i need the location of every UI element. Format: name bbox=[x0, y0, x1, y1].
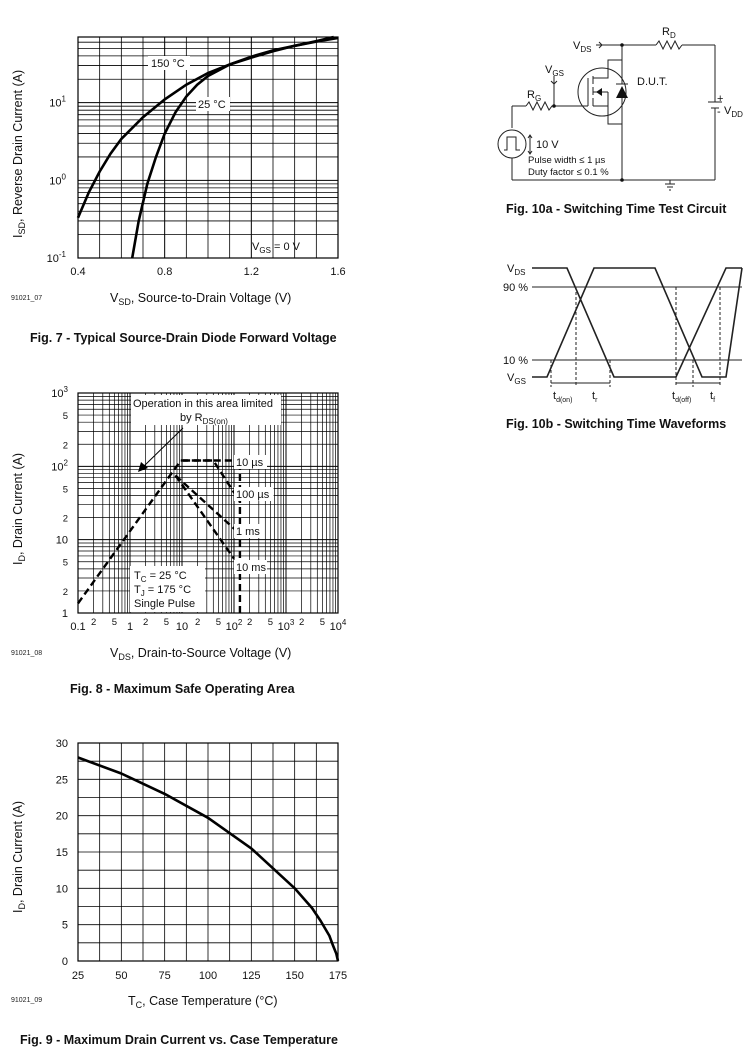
fig7-xtick-label: 1.6 bbox=[330, 266, 346, 278]
fig10a-label-vgs: $V_{GS}$ bbox=[545, 64, 564, 78]
fig7-ytick-label: $10^0$ bbox=[49, 172, 66, 188]
fig9-xtick-label: 175 bbox=[328, 970, 348, 982]
fig10a-figure bbox=[490, 20, 752, 220]
fig8-xtick-label: 5 bbox=[267, 617, 273, 628]
fig8-figure bbox=[0, 380, 370, 700]
fig7-series-25c bbox=[132, 38, 338, 258]
fig8-annotation-line1: Operation in this area limited bbox=[133, 398, 274, 410]
fig8-series-10ms bbox=[176, 476, 235, 559]
fig9-xtick-label: 50 bbox=[115, 970, 128, 982]
fig10a-label-pulse-width: Pulse width ≤ 1 µs bbox=[528, 155, 606, 166]
fig7-ytick-label: $10^{-1}$ bbox=[46, 250, 66, 265]
fig7-xtick-label: 0.8 bbox=[157, 266, 173, 278]
fig8-caption: Fig. 8 - Maximum Safe Operating Area bbox=[70, 682, 295, 696]
fig10b-label-td-on: $t_{d(on)}$ bbox=[553, 390, 573, 404]
fig8-frame bbox=[78, 393, 338, 613]
fig10a-node-source bbox=[620, 178, 624, 182]
fig8-xtick-label: 2 bbox=[299, 617, 305, 628]
fig7-xtick-label: 1.2 bbox=[243, 266, 259, 278]
fig8-xtick-label: 2 bbox=[195, 617, 201, 628]
fig8-ytick-label: $10^2$ bbox=[51, 458, 68, 474]
fig8-xtick-label: 1 bbox=[126, 621, 134, 633]
fig8-xtick-label: $10^2$ bbox=[225, 618, 243, 633]
fig10a-rg-resistor bbox=[526, 102, 562, 110]
fig10b-label-vgs: $V_{GS}$ bbox=[507, 372, 526, 386]
fig8-chart bbox=[0, 380, 370, 670]
fig9-ytick-label: 25 bbox=[55, 774, 68, 787]
fig8-xtick-label: 2 bbox=[247, 617, 253, 628]
fig7-condition: $V_{GS} = 0$ V bbox=[252, 241, 300, 255]
fig7-label-150: 150 °C bbox=[151, 58, 185, 70]
fig8-label-10s: 10 µs bbox=[236, 457, 264, 469]
fig10a-label-vdd-plus: + bbox=[717, 93, 724, 105]
fig8-xtick-label: 5 bbox=[111, 617, 117, 628]
fig8-cond-tc: $T_C = 25$ °C bbox=[134, 570, 187, 584]
fig8-annotation-line2: by $R_{DS(on)}$ bbox=[180, 412, 228, 426]
fig8-cond-single: Single Pulse bbox=[134, 598, 196, 610]
fig9-xtick-label: 125 bbox=[242, 970, 261, 982]
fig8-xlabel: $V_{DS}$, Drain-to-Source Voltage (V) bbox=[110, 646, 292, 662]
fig10a-label-rd: $R_D$ bbox=[662, 26, 676, 40]
fig9-xtick-label: 75 bbox=[158, 970, 171, 982]
fig9-ylabel: $I_D$, Drain Current (A) bbox=[11, 800, 27, 913]
fig7-grid bbox=[78, 37, 338, 258]
fig9-number: 91021_09 bbox=[11, 997, 43, 1004]
fig10b-label-tr: $t_r$ bbox=[592, 390, 598, 404]
fig9-figure bbox=[0, 725, 370, 1061]
fig9-ytick-label: 15 bbox=[55, 847, 68, 859]
fig10b-label-tf: $t_f$ bbox=[710, 390, 716, 404]
fig8-ytick-label: 2 bbox=[62, 513, 68, 525]
fig10b-label-vds: $V_{DS}$ bbox=[507, 263, 526, 277]
fig8-xtick-label: 0.1 bbox=[70, 621, 86, 633]
fig9-xtick-label: 25 bbox=[71, 970, 85, 982]
fig7-ytick-label: $10^1$ bbox=[49, 94, 66, 110]
fig10a-label-dut: D.U.T. bbox=[637, 76, 668, 88]
fig10a-body-arrow bbox=[596, 88, 602, 96]
fig10b-figure bbox=[490, 255, 752, 435]
fig10a-circuit bbox=[490, 20, 752, 195]
fig9-ytick-label: 5 bbox=[61, 919, 68, 932]
fig9-xlabel: $T_C$, Case Temperature (°C) bbox=[128, 994, 278, 1010]
fig10a-label-vds: $V_{DS}$ bbox=[573, 40, 592, 54]
fig7-figure bbox=[0, 0, 370, 345]
fig7-label-25: 25 °C bbox=[198, 99, 226, 111]
fig7-xtick-label: 0.4 bbox=[70, 266, 86, 278]
fig10a-amplitude-marker bbox=[528, 135, 532, 154]
fig7-series-150c bbox=[78, 37, 334, 218]
fig10a-caption: Fig. 10a - Switching Time Test Circuit bbox=[506, 202, 727, 216]
fig10b-vds-wave bbox=[532, 268, 742, 377]
fig8-xtick-label: 5 bbox=[215, 617, 221, 628]
fig9-ytick-label: 30 bbox=[55, 738, 68, 750]
fig10b-label-90: 90 % bbox=[503, 282, 529, 294]
fig8-label-10ms: 10 ms bbox=[236, 562, 266, 574]
fig8-xtick-label: 5 bbox=[319, 617, 325, 628]
fig8-ytick-label: $10^3$ bbox=[51, 385, 68, 400]
fig8-label-1ms: 1 ms bbox=[236, 526, 260, 538]
fig9-chart bbox=[0, 725, 370, 1025]
fig8-ylabel-text: $I_D$, Drain Current (A) bbox=[11, 452, 27, 565]
fig8-ytick-label: 10 bbox=[55, 534, 68, 547]
fig7-ylabel: $I_{SD}$, Reverse Drain Current (A) bbox=[11, 69, 27, 238]
fig9-xtick-label: 100 bbox=[198, 970, 218, 982]
fig10b-vgs-wave bbox=[532, 268, 742, 377]
fig8-ytick-label: 5 bbox=[62, 411, 68, 423]
fig10a-label-vdd-minus: - bbox=[717, 106, 721, 118]
fig7-xlabel: $V_{SD}$, Source-to-Drain Voltage (V) bbox=[110, 291, 292, 307]
fig8-number: 91021_08 bbox=[11, 650, 43, 657]
fig10a-pulse-symbol bbox=[504, 137, 520, 150]
fig9-ytick-label: 10 bbox=[55, 883, 68, 896]
fig9-caption: Fig. 9 - Maximum Drain Current vs. Case Temperature bbox=[20, 1033, 338, 1047]
fig10b-label-10: 10 % bbox=[503, 355, 529, 367]
fig7-caption: Fig. 7 - Typical Source-Drain Diode Forward Voltage bbox=[30, 331, 337, 345]
fig8-ytick-label: 1 bbox=[61, 608, 68, 620]
fig8-xtick-label: 2 bbox=[143, 617, 149, 628]
fig7-chart bbox=[0, 0, 370, 320]
fig10a-label-rg: $R_G$ bbox=[527, 89, 542, 103]
fig10a-pulse-source bbox=[498, 130, 526, 158]
fig10b-label-td-off: $t_{d(off)}$ bbox=[672, 390, 692, 404]
fig8-xtick-label: 5 bbox=[163, 617, 169, 628]
fig10b-waveforms bbox=[490, 255, 752, 405]
fig8-xtick-label: 10 bbox=[175, 621, 189, 633]
fig8-ytick-label: 2 bbox=[62, 586, 68, 598]
fig10a-rd-resistor bbox=[656, 41, 682, 49]
fig8-cond-tj: $T_J = 175$ °C bbox=[134, 584, 192, 598]
fig10a-label-duty: Duty factor ≤ 0.1 % bbox=[528, 167, 609, 178]
fig9-grid bbox=[78, 743, 338, 961]
fig10b-caption: Fig. 10b - Switching Time Waveforms bbox=[506, 417, 727, 431]
fig9-ytick-label: 0 bbox=[61, 956, 68, 968]
fig9-ytick-label: 20 bbox=[55, 810, 68, 823]
fig10a-label-vdd: $V_{DD}$ bbox=[724, 105, 743, 119]
fig8-xtick-label: $10^4$ bbox=[329, 618, 347, 633]
fig7-number: 91021_07 bbox=[11, 295, 43, 302]
fig8-ytick-label: 2 bbox=[62, 440, 68, 452]
fig8-ytick-label: 5 bbox=[62, 557, 68, 569]
fig10a-drain-lead bbox=[593, 60, 622, 78]
fig10a-vds-terminal bbox=[596, 42, 602, 48]
fig10a-node-drain bbox=[620, 43, 624, 47]
fig8-xtick-label: $10^3$ bbox=[277, 618, 295, 633]
fig10a-label-pulse-v: 10 V bbox=[536, 139, 559, 151]
fig8-grid bbox=[78, 393, 338, 613]
fig8-xtick-label: 2 bbox=[91, 617, 97, 628]
fig10a-source-lead bbox=[593, 106, 622, 124]
fig10a-node-gate bbox=[552, 104, 556, 108]
fig8-ytick-label: 5 bbox=[62, 484, 68, 496]
fig9-xtick-label: 150 bbox=[285, 970, 304, 982]
fig8-label-100s: 100 µs bbox=[236, 489, 270, 501]
